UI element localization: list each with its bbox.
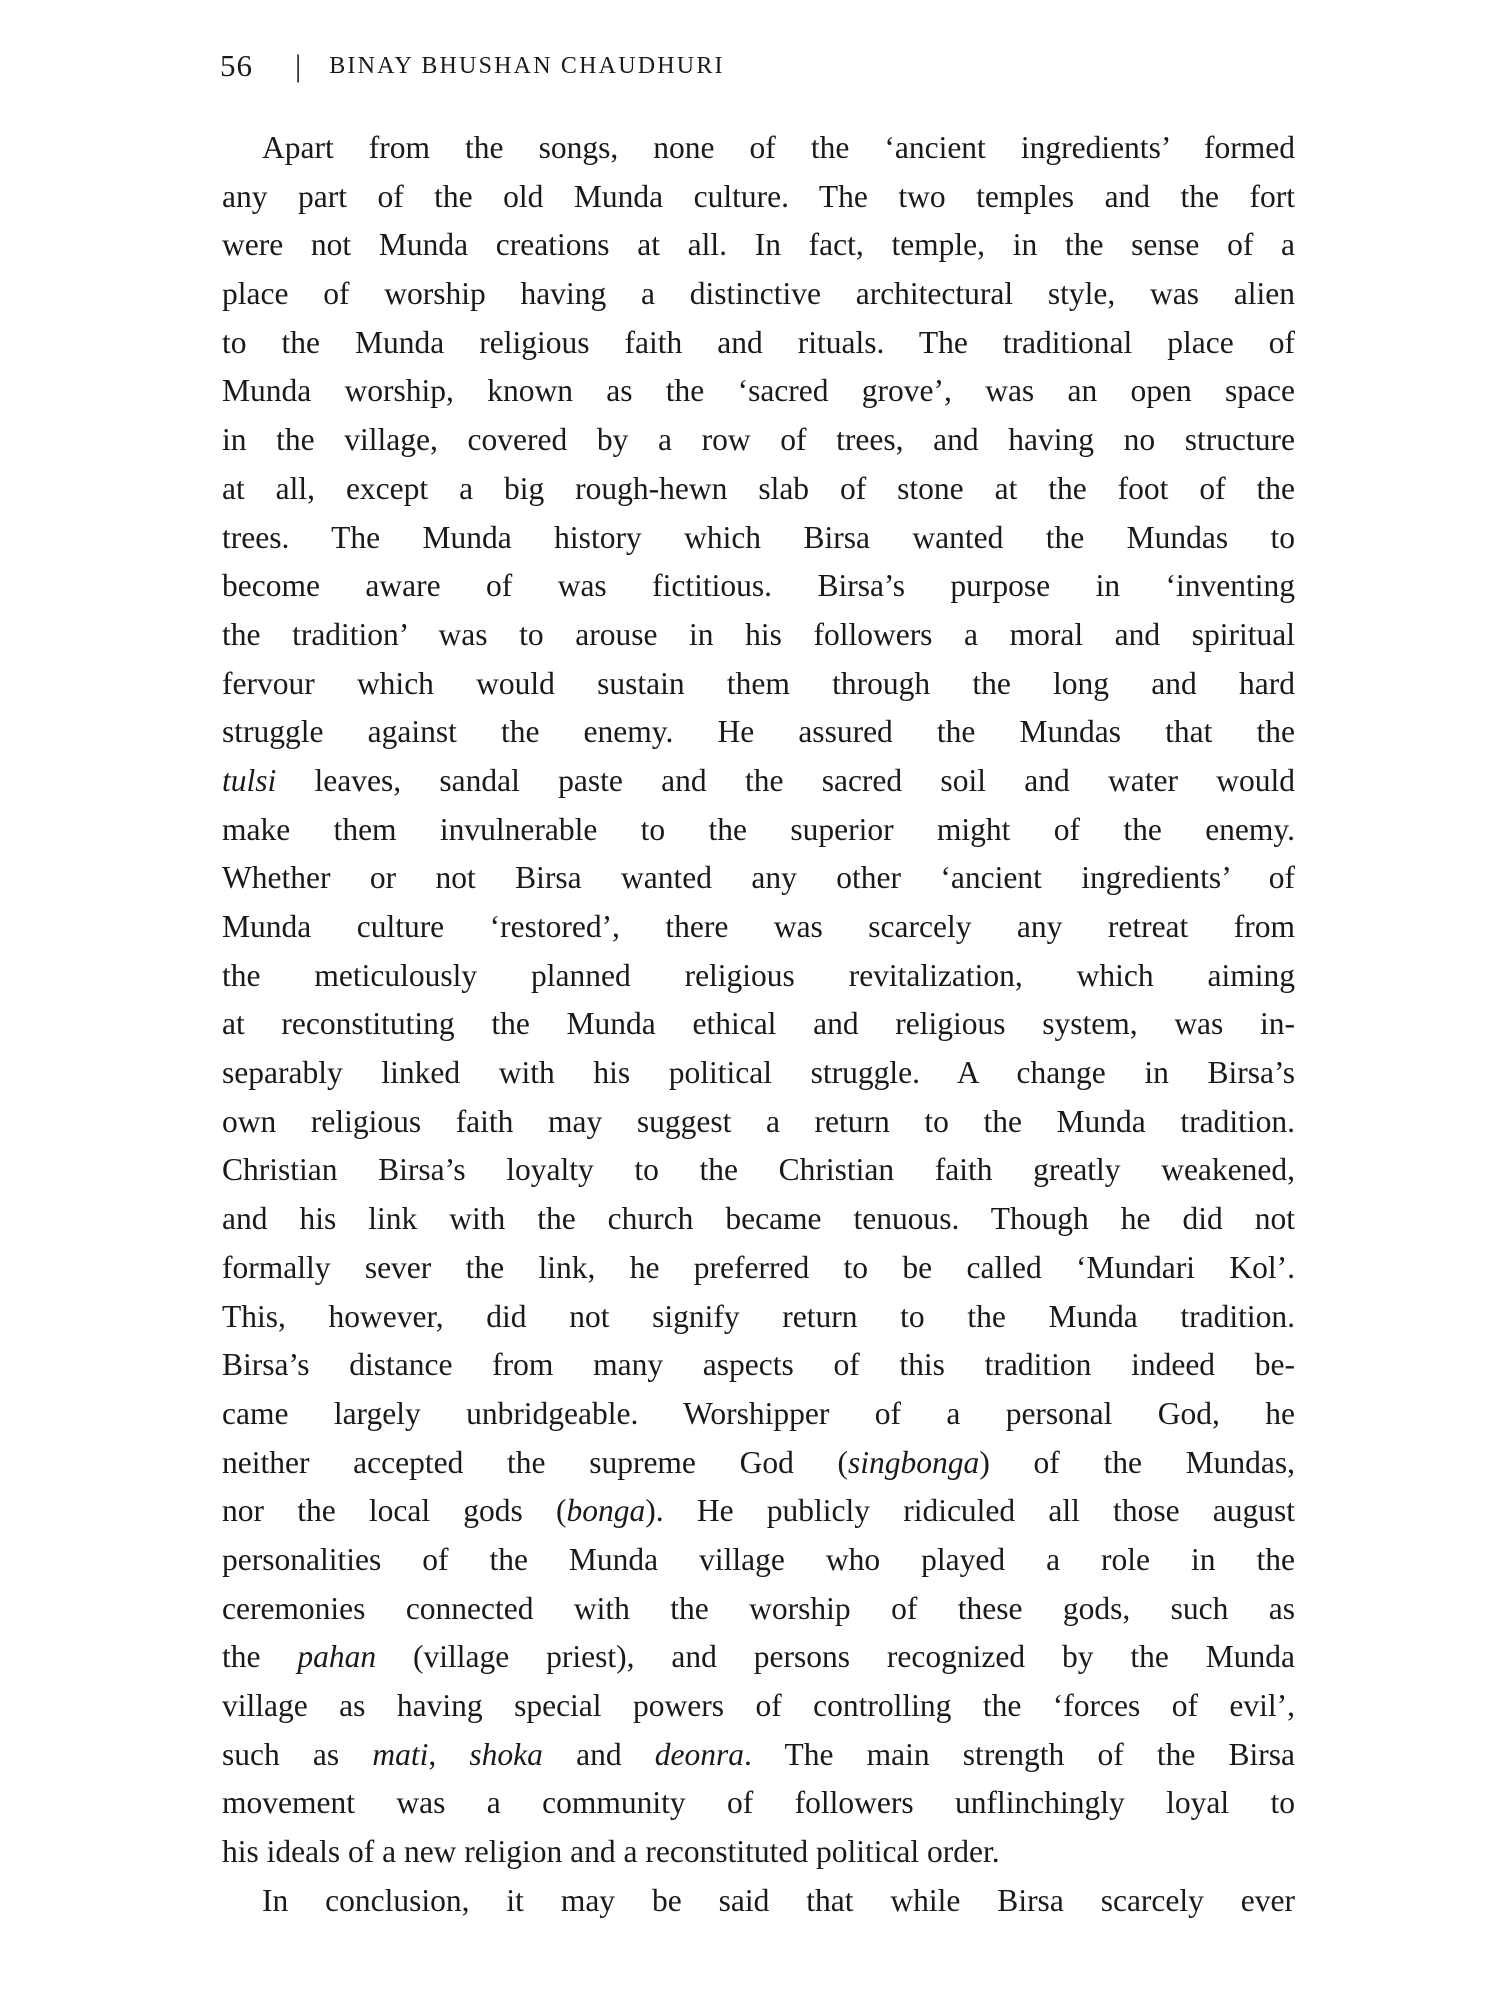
text-line: tulsi leaves, sandal paste and the sacred soil and water would	[222, 762, 1295, 798]
text-line: neither accepted the supreme God (singbonga) of the Mundas,	[222, 1444, 1295, 1480]
text-line: movement was a community of followers unflinchingly loyal to	[222, 1785, 1295, 1821]
text-line: separably linked with his political struggle. A change in Birsa’s	[222, 1055, 1295, 1091]
text-line: This, however, did not signify return to the Munda tradition.	[222, 1298, 1295, 1334]
text-line: Munda worship, known as the ‘sacred grove’, was an open space	[222, 373, 1295, 409]
italic-term: deonra	[654, 1736, 745, 1772]
italic-term: bonga	[566, 1493, 646, 1529]
text-line: at all, except a big rough-hewn slab of stone at the foot of the	[222, 470, 1295, 506]
text-line: become aware of was fictitious. Birsa’s purpose in ‘inventing	[222, 568, 1295, 604]
text-line: own religious faith may suggest a return to the Munda tradition.	[222, 1103, 1295, 1139]
text-line: fervour which would sustain them through the long and hard	[222, 665, 1295, 701]
text-line: at reconstituting the Munda ethical and religious system, was in-	[222, 1006, 1295, 1042]
text-line: such as mati, shoka and deonra. The main strength of the Birsa	[222, 1736, 1296, 1772]
text-line: Birsa’s distance from many aspects of this tradition indeed be-	[222, 1347, 1295, 1383]
italic-term: singbonga	[848, 1444, 980, 1480]
body-text	[222, 124, 1295, 1925]
text-line: were not Munda creations at all. In fact, temple, in the sense of a	[222, 227, 1295, 263]
italic-term: shoka	[469, 1736, 543, 1772]
running-head-separator: |	[295, 48, 302, 83]
text-line: the pahan (village priest), and persons recognized by the Munda	[222, 1639, 1295, 1675]
text-line: trees. The Munda history which Birsa wanted the Mundas to	[222, 519, 1295, 555]
italic-term: pahan	[297, 1639, 377, 1675]
text-line: the meticulously planned religious revitalization, which aiming	[222, 957, 1295, 993]
italic-term: mati	[372, 1736, 429, 1772]
text-line: In conclusion, it may be said that while Birsa scarcely ever	[262, 1882, 1295, 1918]
text-line: Munda culture ‘restored’, there was scarcely any retreat from	[222, 909, 1295, 944]
text-line: the tradition’ was to arouse in his followers a moral and spiritual	[222, 616, 1295, 652]
text-line: make them invulnerable to the superior might of the enemy.	[222, 811, 1295, 847]
text-line: came largely unbridgeable. Worshipper of a personal God, he	[222, 1395, 1295, 1431]
italic-term: tulsi	[222, 762, 277, 798]
text-line: village as having special powers of controlling the ‘forces of evil’,	[222, 1688, 1295, 1723]
running-head-author: BINAY BHUSHAN CHAUDHURI	[329, 52, 725, 79]
text-line: his ideals of a new religion and a reconstituted political order.	[222, 1834, 1000, 1870]
text-line: any part of the old Munda culture. The two temples and the fort	[222, 178, 1295, 214]
text-line: Whether or not Birsa wanted any other ‘ancient ingredients’ of	[222, 860, 1295, 896]
text-line: to the Munda religious faith and rituals. The traditional place of	[222, 324, 1295, 360]
text-line: ceremonies connected with the worship of these gods, such as	[222, 1590, 1295, 1626]
text-line: and his link with the church became tenuous. Though he did not	[222, 1201, 1295, 1237]
text-line: nor the local gods (bonga). He publicly ridiculed all those august	[222, 1493, 1295, 1529]
running-head	[220, 46, 725, 86]
text-line: Apart from the songs, none of the ‘ancient ingredients’ formed	[262, 130, 1295, 165]
text-line: in the village, covered by a row of trees, and having no structure	[222, 422, 1295, 458]
text-line: personalities of the Munda village who played a role in the	[222, 1541, 1295, 1577]
text-line: struggle against the enemy. He assured the Mundas that the	[222, 714, 1295, 750]
page-number: 56	[220, 48, 253, 83]
text-line: formally sever the link, he preferred to be called ‘Mundari Kol’.	[222, 1249, 1295, 1285]
text-line: place of worship having a distinctive architectural style, was alien	[222, 276, 1295, 312]
text-line: Christian Birsa’s loyalty to the Christian faith greatly weakened,	[222, 1152, 1295, 1188]
